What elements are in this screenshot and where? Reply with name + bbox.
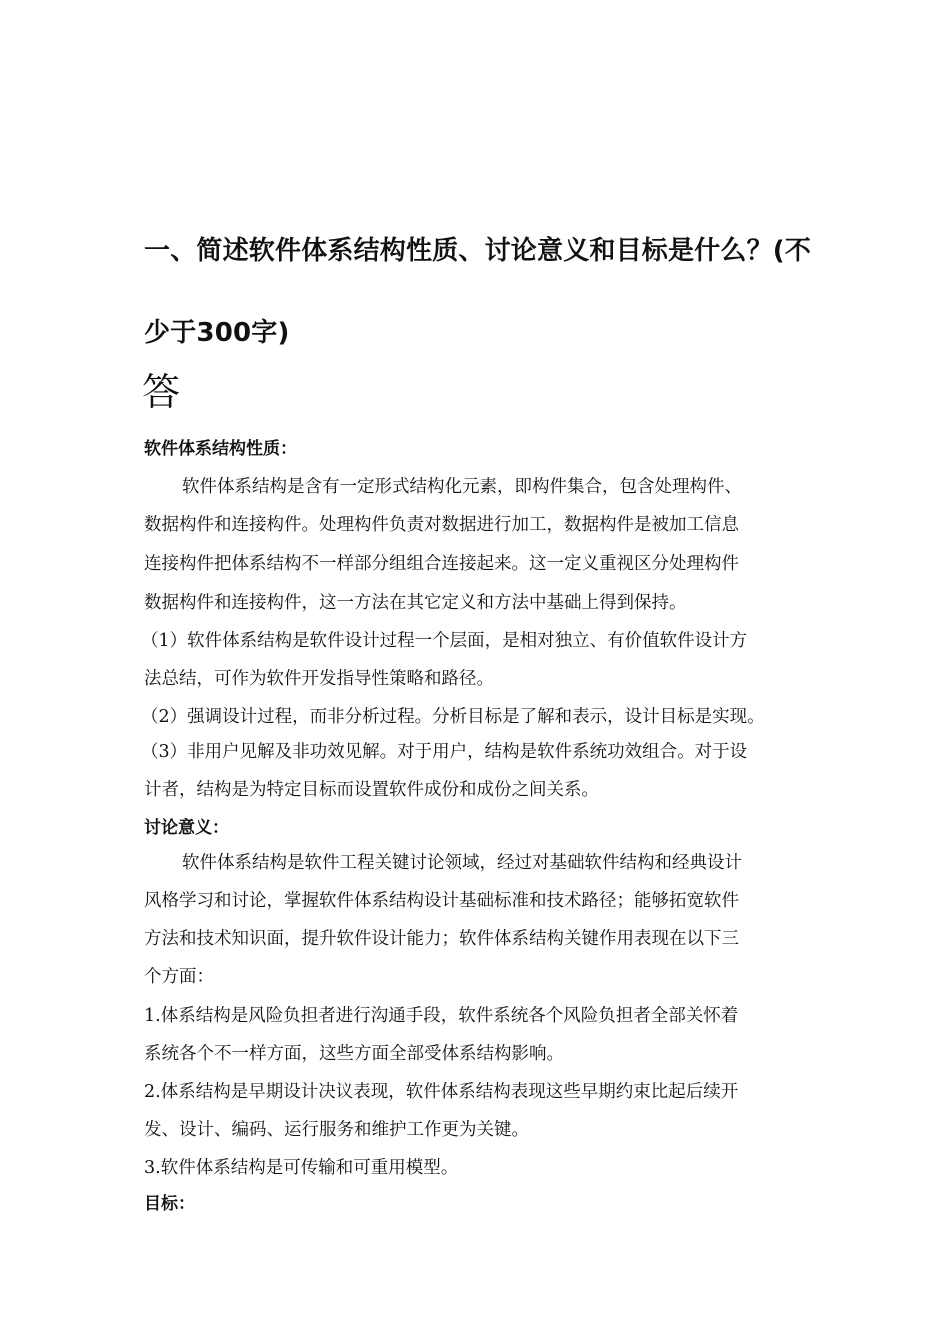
question-heading-line-1: 一、简述软件体系结构性质、讨论意义和目标是什么？(不: [144, 236, 812, 266]
list-item-line: （1）软件体系结构是软件设计过程一个层面，是相对独立、有价值软件设计方: [141, 631, 748, 651]
answer-mark: 答: [142, 370, 181, 414]
list-item-line: （2）强调设计过程，而非分析过程。分析目标是了解和表示，设计目标是实现。: [141, 707, 765, 727]
paragraph-line: 计者，结构是为特定目标而设置软件成份和成份之间关系。: [144, 780, 599, 800]
paragraph-line: 连接构件把体系结构不一样部分组组合连接起来。这一定义重视区分处理构件: [144, 554, 739, 574]
paragraph-line: 发、设计、编码、运行服务和维护工作更为关键。: [144, 1120, 529, 1140]
list-item-line: 3.软件体系结构是可传输和可重用模型。: [144, 1158, 459, 1178]
paragraph-line: 方法和技术知识面，提升软件设计能力；软件体系结构关键作用表现在以下三: [144, 929, 739, 949]
list-item-line: 2.体系结构是早期设计决议表现，软件体系结构表现这些早期约束比起后续开: [144, 1082, 739, 1102]
section-title-significance: 讨论意义：: [144, 818, 229, 838]
paragraph-line: 数据构件和连接构件，这一方法在其它定义和方法中基础上得到保持。: [144, 593, 687, 613]
section-title-nature: 软件体系结构性质：: [144, 439, 297, 459]
paragraph-line: 数据构件和连接构件。处理构件负责对数据进行加工，数据构件是被加工信息: [144, 515, 739, 535]
paragraph-line: 系统各个不一样方面，这些方面全部受体系结构影响。: [144, 1044, 564, 1064]
paragraph-line: 风格学习和讨论，掌握软件体系结构设计基础标准和技术路径；能够拓宽软件: [144, 891, 739, 911]
paragraph-line: 个方面：: [144, 967, 214, 987]
paragraph-line: 软件体系结构是含有一定形式结构化元素，即构件集合，包含处理构件、: [182, 477, 742, 497]
section-title-goal: 目标：: [144, 1194, 195, 1214]
list-item-line: （3）非用户见解及非功效见解。对于用户，结构是软件系统功效组合。对于设: [141, 742, 748, 762]
list-item-line: 1.体系结构是风险负担者进行沟通手段，软件系统各个风险负担者全部关怀着: [144, 1006, 739, 1026]
paragraph-line: 软件体系结构是软件工程关键讨论领域，经过对基础软件结构和经典设计: [182, 853, 742, 873]
paragraph-line: 法总结，可作为软件开发指导性策略和路径。: [144, 669, 494, 689]
question-heading-line-2: 少于300字): [144, 318, 290, 348]
